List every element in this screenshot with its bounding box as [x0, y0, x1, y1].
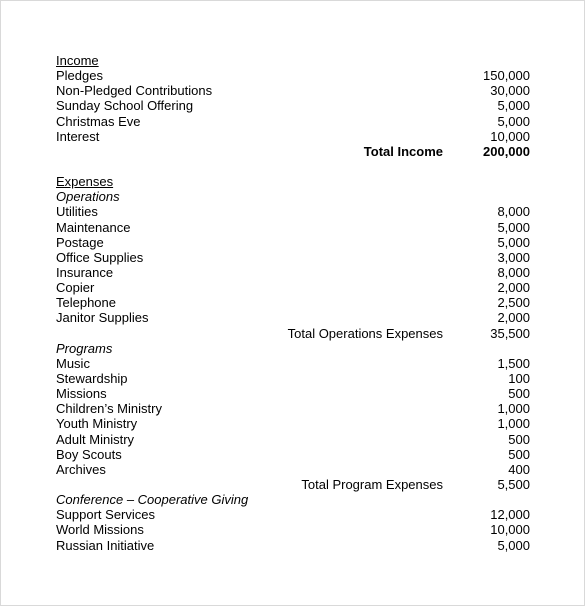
- total-income-amount: 200,000: [483, 143, 530, 159]
- income-item-amount: 10,000: [490, 128, 530, 144]
- programs-item-amount: 500: [508, 446, 530, 462]
- conference-heading: Conference – Cooperative Giving: [56, 492, 249, 508]
- conference-heading-row: [56, 492, 536, 507]
- programs-item-amount: 500: [508, 386, 530, 402]
- programs-item-amount: 400: [508, 461, 530, 477]
- budget-content: [56, 53, 536, 553]
- total-income-label: Total Income: [363, 143, 443, 159]
- programs-item-amount: 1,000: [497, 401, 530, 417]
- programs-row: [56, 356, 536, 371]
- operations-item-label: Postage: [56, 234, 104, 250]
- income-row: [56, 68, 536, 83]
- programs-item-label: Stewardship: [56, 370, 128, 386]
- income-row: [56, 98, 536, 113]
- income-heading-row: [56, 53, 536, 68]
- operations-item-amount: 8,000: [497, 264, 530, 280]
- total-operations-row: [56, 326, 536, 341]
- operations-row: [56, 265, 536, 280]
- operations-heading: Operations: [56, 189, 120, 205]
- operations-item-amount: 8,000: [497, 204, 530, 220]
- expenses-heading: Expenses: [56, 174, 114, 190]
- income-item-label: Christmas Eve: [56, 113, 141, 129]
- operations-item-amount: 2,000: [497, 280, 530, 296]
- income-item-label: Interest: [56, 128, 100, 144]
- income-item-label: Sunday School Offering: [56, 98, 194, 114]
- conference-item-label: Support Services: [56, 507, 155, 523]
- operations-heading-row: [56, 189, 536, 204]
- operations-item-label: Telephone: [56, 295, 116, 311]
- programs-heading-row: [56, 341, 536, 356]
- programs-item-label: Children’s Ministry: [56, 401, 162, 417]
- conference-row: [56, 538, 536, 553]
- total-programs-label: Total Program Expenses: [301, 476, 443, 492]
- programs-row: [56, 432, 536, 447]
- programs-heading: Programs: [56, 340, 113, 356]
- income-heading: Income: [56, 53, 99, 68]
- operations-row: [56, 295, 536, 310]
- conference-item-amount: 5,000: [497, 537, 530, 553]
- operations-row: [56, 280, 536, 295]
- income-item-amount: 150,000: [483, 68, 530, 84]
- operations-item-amount: 5,000: [497, 234, 530, 250]
- operations-row: [56, 235, 536, 250]
- income-item-amount: 5,000: [497, 98, 530, 114]
- programs-item-label: Archives: [56, 461, 106, 477]
- programs-row: [56, 371, 536, 386]
- operations-row: [56, 220, 536, 235]
- operations-item-amount: 3,000: [497, 249, 530, 265]
- income-item-amount: 5,000: [497, 113, 530, 129]
- expenses-heading-row: [56, 174, 536, 189]
- operations-item-label: Utilities: [56, 204, 98, 220]
- conference-item-amount: 12,000: [490, 507, 530, 523]
- operations-item-label: Copier: [56, 280, 95, 296]
- operations-item-amount: 5,000: [497, 219, 530, 235]
- programs-item-label: Boy Scouts: [56, 446, 122, 462]
- operations-item-amount: 2,500: [497, 295, 530, 311]
- programs-item-amount: 100: [508, 370, 530, 386]
- programs-item-label: Music: [56, 355, 90, 371]
- programs-item-amount: 1,000: [497, 416, 530, 432]
- total-programs-amount: 5,500: [497, 476, 530, 492]
- income-row: [56, 83, 536, 98]
- conference-row: [56, 522, 536, 537]
- programs-row: [56, 447, 536, 462]
- conference-item-label: World Missions: [56, 522, 144, 538]
- conference-row: [56, 507, 536, 522]
- operations-item-label: Office Supplies: [56, 249, 144, 265]
- total-programs-row: [56, 477, 536, 492]
- conference-item-label: Russian Initiative: [56, 537, 155, 553]
- programs-row: [56, 462, 536, 477]
- programs-row: [56, 386, 536, 401]
- operations-item-amount: 2,000: [497, 310, 530, 326]
- programs-item-label: Youth Ministry: [56, 416, 138, 432]
- programs-item-amount: 500: [508, 431, 530, 447]
- total-operations-amount: 35,500: [490, 325, 530, 341]
- income-item-label: Pledges: [56, 68, 103, 84]
- total-operations-label: Total Operations Expenses: [287, 325, 443, 341]
- operations-row: [56, 250, 536, 265]
- section-spacer: [56, 159, 536, 174]
- income-row: [56, 114, 536, 129]
- operations-row: [56, 204, 536, 219]
- operations-item-label: Maintenance: [56, 219, 131, 235]
- income-row: [56, 129, 536, 144]
- programs-item-label: Adult Ministry: [56, 431, 135, 447]
- programs-row: [56, 416, 536, 431]
- conference-item-amount: 10,000: [490, 522, 530, 538]
- income-item-amount: 30,000: [490, 83, 530, 99]
- total-income-row: [56, 144, 536, 159]
- operations-item-label: Insurance: [56, 264, 114, 280]
- operations-row: [56, 310, 536, 325]
- programs-item-label: Missions: [56, 386, 107, 402]
- programs-item-amount: 1,500: [497, 355, 530, 371]
- programs-row: [56, 401, 536, 416]
- income-item-label: Non-Pledged Contributions: [56, 83, 213, 99]
- operations-item-label: Janitor Supplies: [56, 310, 149, 326]
